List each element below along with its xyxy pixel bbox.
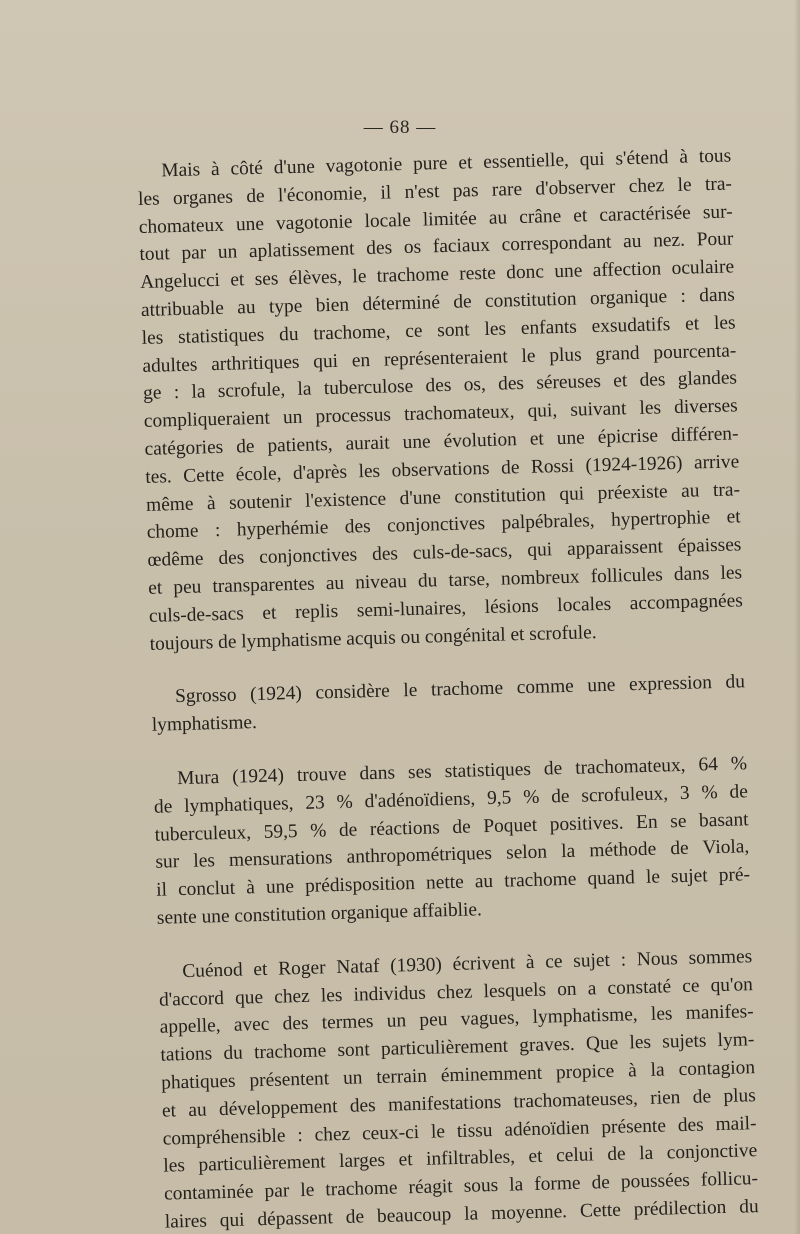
text-line: tations du trachome sont particulièrement graves. Que les sujets lym- [160,1029,755,1066]
text-line: ge : la scrofule, la tuberculose des os, des séreuses et des glandes [142,367,738,405]
text-line: sur les mensurations anthropométriques selon la méthode de Viola, [155,836,750,874]
text-line: laires qui dépassent de beaucoup la moyenne. Cette prédilection du [164,1195,759,1233]
page-number: — 68 — [363,117,437,138]
text-line: tes. Cette école, d'après les observations de Rossi (1924-1926) arrive [145,451,740,488]
text-line: culs-de-sacs et replis semi-lunaires, lésions locales accompagnées [148,590,744,627]
text-line: et peu transparentes au niveau du tarse, nombreux follicules dans les [147,562,743,599]
text-line: tuberculeux, 59,5 % de réactions de Poquet positives. En se basant [154,808,749,846]
text-line: et au développement des manifestations trachomateuses, rien de plus [161,1084,757,1122]
text-line: Sgrosso (1924) considère le trachome comme une expression du [174,671,746,708]
text-line: phatiques présentent un terrain éminemment propice à la contagion [160,1057,756,1094]
page-edge-shadow [794,0,800,1234]
text-line: les organes de l'économie, il n'est pas rare d'observer chez le tra- [137,173,733,210]
text-line: contaminée par le trachome réagit sous la forme de poussées follicu- [163,1168,759,1205]
text-line: il conclut à une prédisposition nette au trachome quand le sujet pré- [155,864,751,901]
paragraph-2 [151,669,746,740]
paragraph-3 [153,750,751,932]
paragraph-1 [137,142,744,658]
text-line: sente une constitution organique affaiblie. [156,899,483,929]
text-line: chome : hyperhémie des conjonctives palpébrales, hypertrophie et [146,506,741,544]
text-line: tout par un aplatissement des os faciaux correspondant au nez. Pour [139,228,734,266]
text-line: Cuénod et Roger Nataf (1930) écrivent à ce sujet : Nous sommes [182,945,753,982]
text-line: toujours de lymphatisme acquis ou congénital et scrofule. [149,621,597,655]
text-line: catégories de patients, aurait une évolution et une épicrise différen- [144,423,739,460]
text-line: les statistiques du trachome, ce sont les enfants exsudatifs et les [141,312,736,349]
text-line: adultes arthritiques qui en représenteraient le plus grand pourcenta- [142,339,737,377]
text-line: attribuable au type bien déterminé de constitution organique : dans [140,284,736,321]
text-line: lymphatisme. [151,712,258,736]
text-line: Mais à côté d'une vagotonie pure et essentielle, qui s'étend à tous [161,145,732,182]
text-line: appelle, avec des termes un peu vagues, lymphatisme, les manifes- [159,1001,754,1039]
text-line: Mura (1924) trouve dans ses statistiques de trachomateux, 64 % [176,753,748,790]
body-text [137,142,759,1234]
text-line: d'accord que chez les individus chez lesquels on a constaté ce qu'on [158,973,754,1011]
text-line: compliqueraient un processus trachomateux, qui, suivant les diverses [143,395,738,433]
text-line: de lymphatiques, 23 % d'adénoïdiens, 9,5 % de scrofuleux, 3 % de [153,780,749,818]
text-line: œdême des conjonctives des culs-de-sacs, qui apparaissent épaisses [147,534,742,572]
text-line: les particulièrement larges et infiltrables, et celui de la conjonctive [163,1140,758,1177]
text-line: chomateux une vagotonie locale limitée au crâne et caractérisée sur- [138,201,733,238]
paragraph-4 [158,943,759,1234]
text-line: Angelucci et ses élèves, le trachome reste donc une affection oculaire [139,256,735,294]
text-line: même à soutenir l'existence d'une constitution qui préexiste au tra- [145,478,741,516]
text-line: compréhensible : chez ceux-ci le tissu adénoïdien présente des mail- [162,1112,757,1150]
